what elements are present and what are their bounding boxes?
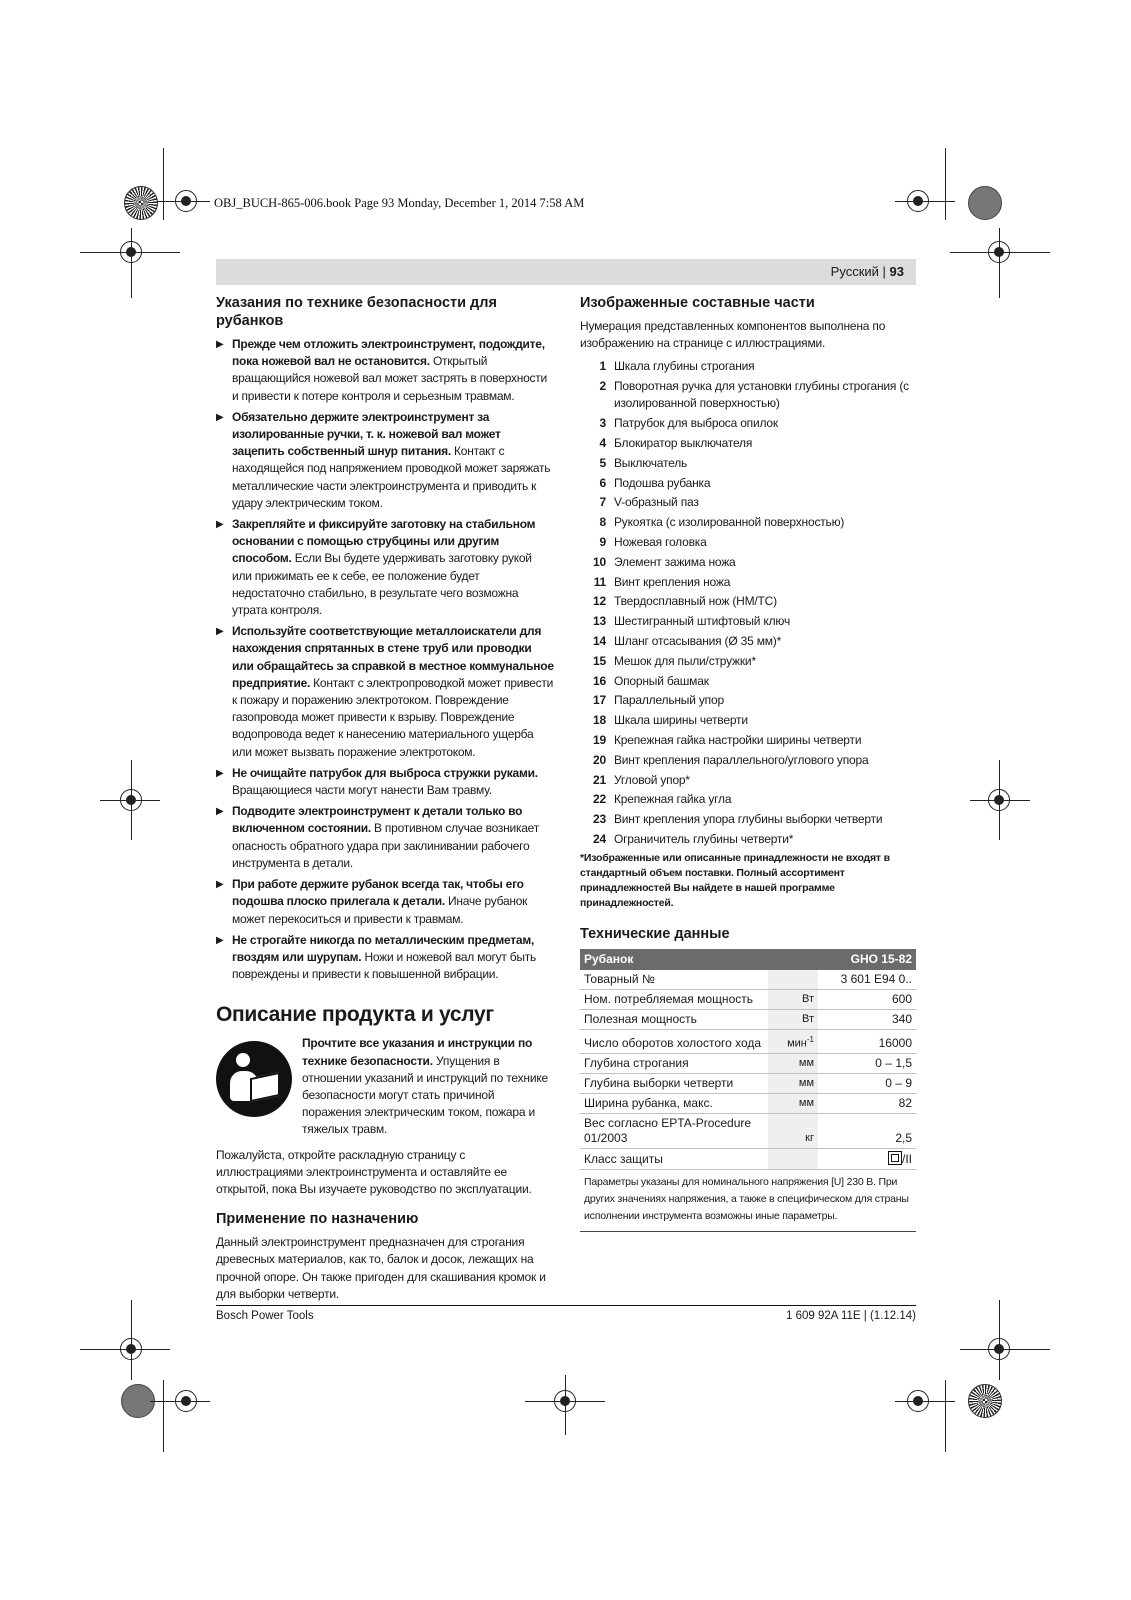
crop-line — [150, 1401, 210, 1402]
component-item: 23 Винт крепления упора глубины выборки четверти — [593, 812, 883, 827]
tech-table-header — [580, 949, 916, 970]
component-item: 10 Элемент зажима ножа — [593, 554, 736, 569]
crop-line — [895, 201, 955, 202]
usage-text: Данный электроинструмент предназначен для строгания древесных материалов, как то, балок и досок, лежащих на прочной опоре. Он также пригоден для скашивания кромок и для выборки четверти. — [216, 1235, 546, 1301]
component-item: 6 Подошва рубанка — [599, 475, 711, 490]
safety-item: ▶ Не очищайте патрубок для выброса стружки руками. Вращающиеся части могут нанести Вам травму. — [216, 765, 554, 799]
safety-item: ▶ При работе держите рубанок всегда так, чтобы его подошва плоско прилегала к детали. Иначе рубанок может перекоситься и привести к травмам. — [216, 876, 554, 928]
footer-doc-number: 1 609 92A 11E | (1.12.14) — [785, 1310, 916, 1322]
component-item: 5 Выключатель — [599, 455, 688, 470]
component-item: 16 Опорный башмак — [593, 673, 709, 688]
header-language: Русский | 93 — [830, 264, 904, 279]
component-item: 9 Ножевая головка — [599, 534, 707, 549]
crop-line — [565, 1375, 566, 1435]
language-label: Русский — [830, 264, 879, 279]
book-slug: OBJ_BUCH-865-006.book Page 93 Monday, December 1, 2014 7:58 AM — [214, 196, 585, 210]
component-item: 12 Твердосплавный нож (HM/TC) — [593, 594, 777, 609]
component-item: 1 Шкала глубины строгания — [599, 359, 755, 374]
component-item: 20 Винт крепления параллельного/углового упора — [593, 752, 869, 767]
safety-title: Указания по технике безопасности для рубанков — [216, 295, 497, 329]
protection-class-icon — [888, 1151, 902, 1165]
component-item: 21 Угловой упор* — [593, 772, 690, 787]
component-item: 18 Шкала ширины четверти — [593, 713, 748, 728]
crop-line — [960, 1349, 1050, 1350]
safety-list — [216, 336, 554, 983]
crop-line — [150, 201, 210, 202]
tech-row: Полезная мощность Вт 340 — [580, 1009, 916, 1029]
tech-row: Ширина рубанка, макс. мм 82 — [580, 1094, 916, 1114]
safety-item: ▶ Подводите электроинструмент к детали только во включенном состоянии. В противном случае возникает опасность обратного удара при заклинивании рабочего инструмента в детали. — [216, 803, 554, 872]
crop-line — [945, 1380, 946, 1452]
tech-row: Товарный № 3 601 E94 0.. — [580, 970, 916, 990]
tech-row: Вес согласно EPTA-Procedure 01/2003 кг 2,5 — [580, 1114, 916, 1149]
crop-line — [970, 800, 1030, 801]
tech-table — [580, 949, 916, 1171]
component-item: 17 Параллельный упор — [593, 693, 724, 708]
page-header — [216, 259, 916, 285]
crop-line — [945, 148, 946, 220]
starburst-mark-icon — [124, 186, 158, 220]
starburst-mark-icon — [968, 1384, 1002, 1418]
safety-item: ▶ Не строгайте никогда по металлическим предметам, гвоздям или шурупам. Ножи и ножевой вал могут быть повреждены и привести к повышенной вибрации. — [216, 932, 554, 984]
accessories-note: *Изображенные или описанные принадлежности не входят в стандартный объем поставки. Полный ассортимент принадлежностей Вы найдете в нашей программе принадлежностей. — [580, 851, 890, 909]
left-column — [216, 294, 554, 1303]
tech-head-model: GHO 15-82 — [818, 949, 916, 970]
footer-rule — [216, 1305, 916, 1306]
safety-item: ▶ Используйте соответствующие металлоискатели для нахождения спрятанных в стене труб или проводки или обращайтесь за справкой в местное коммунальное предприятие. Контакт с электропроводкой может привести к пожару и поражению электротоком. Повреждение газопровода может привести к взрыву. Повреждение водопровода ведет к нанесению материального ущерба или может вызвать поражение электротоком. — [216, 623, 554, 761]
component-item: 13 Шестигранный штифтовый ключ — [593, 614, 790, 629]
tech-title: Технические данные — [580, 925, 730, 942]
tech-row: Глубина выборки четверти мм 0 – 9 — [580, 1074, 916, 1094]
component-item: 4 Блокиратор выключателя — [599, 436, 753, 450]
component-item: 7 V-образный паз — [599, 495, 699, 510]
safety-item: ▶ Закрепляйте и фиксируйте заготовку на стабильном основании с помощью струбцины или другим способом. Если Вы будете удерживать заготовку рукой или прижимать ее к себе, ее положение будет недостаточно стабильно, в результате чего возможна утрата контроля. — [216, 516, 554, 619]
component-item: 2 Поворотная ручка для установки глубины строгания (с изолированной поверхностью) — [599, 379, 909, 411]
gray-circle-mark-icon — [968, 186, 1002, 220]
crop-line — [131, 1300, 132, 1380]
crop-line — [163, 148, 164, 220]
usage-title: Применение по назначению — [216, 1211, 419, 1228]
tech-head-label: Рубанок — [580, 949, 818, 970]
footer-brand: Bosch Power Tools — [216, 1310, 314, 1322]
tech-row: Класс защиты /II — [580, 1149, 916, 1170]
component-item: 22 Крепежная гайка угла — [593, 792, 732, 807]
read-instructions-block — [216, 1035, 554, 1138]
component-item: 11 Винт крепления ножа — [593, 574, 731, 589]
right-column — [580, 294, 916, 1232]
component-item: 8 Рукоятка (с изолированной поверхностью) — [599, 515, 845, 530]
tech-row: Глубина строгания мм 0 – 1,5 — [580, 1054, 916, 1074]
crop-line — [80, 1349, 170, 1350]
tech-row: Ном. потребляемая мощность Вт 600 — [580, 989, 916, 1009]
read-manual-icon — [216, 1041, 292, 1117]
component-item: 3 Патрубок для выброса опилок — [599, 416, 778, 431]
component-item: 24 Ограничитель глубины четверти* — [593, 831, 794, 846]
component-item: 19 Крепежная гайка настройки ширины четверти — [593, 732, 862, 747]
crop-line — [131, 228, 132, 298]
safety-item: ▶ Обязательно держите электроинструмент за изолированные ручки, т. к. ножевой вал может зацепить собственный шнур питания. Контакт с находящейся под напряжением проводкой может заряжать металлические части электроинструмента и приводить к удару электрическим током. — [216, 409, 554, 512]
read-instructions-text: Прочтите все указания и инструкции по технике безопасности. Упущения в отношении указаний и инструкций по технике безопасности могут стать причиной поражения электрическим током, пожара и тяжелых травм. — [302, 1036, 549, 1137]
crop-line — [999, 228, 1000, 298]
tech-note: Параметры указаны для номинального напряжения [U] 230 В. При других значениях напряжения, а также в специфическом для страны исполнении инструмента возможны иные параметры. — [580, 1170, 916, 1232]
crop-line — [163, 1380, 164, 1452]
components-title: Изображенные составные части — [580, 295, 815, 311]
component-item: 15 Мешок для пыли/стружки* — [593, 653, 756, 668]
safety-item: ▶ Прежде чем отложить электроинструмент, подождите, пока ножевой вал не остановится. Открытый вращающийся ножевой вал может застрять в поверхности и привести к потере контроля и серьезным травмам. — [216, 336, 554, 405]
crop-line — [999, 1300, 1000, 1380]
components-intro: Нумерация представленных компонентов выполнена по изображению на странице с иллюстрациями. — [580, 319, 886, 351]
page-number: 93 — [889, 264, 904, 279]
crop-line — [100, 800, 160, 801]
component-item: 14 Шланг отсасывания (Ø 35 мм)* — [593, 633, 782, 648]
tech-row: Число оборотов холостого хода мин$^{-1}$ 16000 — [580, 1029, 916, 1054]
components-list — [580, 358, 916, 848]
product-title: Описание продукта и услуг — [216, 1003, 494, 1027]
fold-page-text: Пожалуйста, откройте раскладную страницу с иллюстрациями электроинструмента и оставляйте ее открытой, пока Вы изучаете руководство по эксплуатации. — [216, 1147, 532, 1196]
crop-line — [895, 1401, 955, 1402]
